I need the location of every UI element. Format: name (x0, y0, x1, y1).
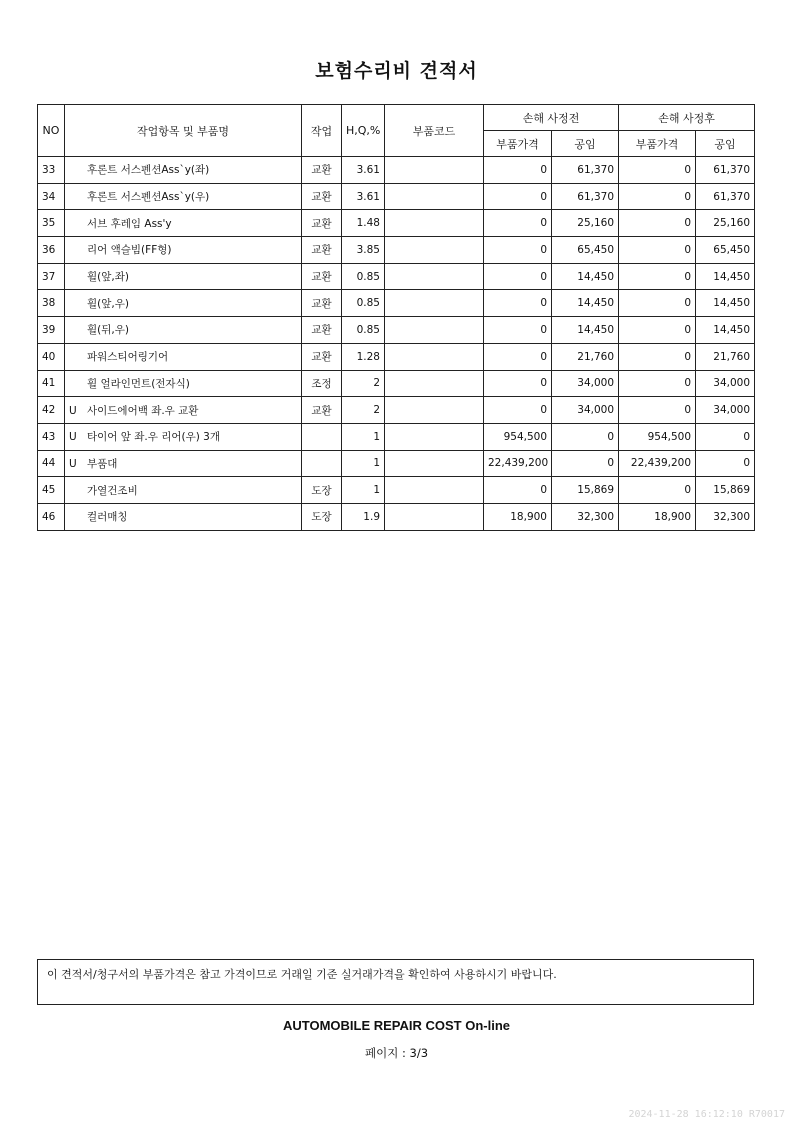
row-number-cell: 44 (38, 450, 65, 477)
part-code-cell (385, 370, 484, 397)
item-name-cell (65, 370, 302, 397)
part-code-cell (385, 183, 484, 210)
after-part-price-cell: 0 (619, 477, 696, 504)
estimate-table (37, 104, 755, 531)
before-labor-cell: 65,450 (552, 237, 619, 264)
before-part-price-cell: 0 (484, 210, 552, 237)
before-part-price-cell: 22,439,200 (484, 450, 552, 477)
row-number-cell: 35 (38, 210, 65, 237)
before-part-price-cell: 0 (484, 157, 552, 184)
table-row (38, 263, 755, 290)
item-name-cell (65, 263, 302, 290)
print-timestamp: 2024-11-28 16:12:10 R70017 (628, 1109, 785, 1120)
item-name-cell (65, 210, 302, 237)
item-name-text: 후론트 서스펜션Ass`y(좌) (87, 164, 210, 177)
table-row (38, 397, 755, 424)
before-labor-cell: 32,300 (552, 503, 619, 530)
after-labor-cell: 0 (696, 423, 755, 450)
item-name-text: 부품대 (87, 457, 118, 470)
before-part-price-cell: 0 (484, 237, 552, 264)
hq-value-cell: 1 (342, 450, 385, 477)
before-labor-cell: 25,160 (552, 210, 619, 237)
after-part-price-cell: 0 (619, 317, 696, 344)
row-number-cell: 37 (38, 263, 65, 290)
after-part-price-cell: 0 (619, 343, 696, 370)
header-before-adjustment: 손해 사정전 (484, 105, 619, 131)
before-labor-cell: 14,450 (552, 290, 619, 317)
hq-value-cell: 1.48 (342, 210, 385, 237)
price-notice: 이 견적서/청구서의 부품가격은 참고 가격이므로 거래일 기준 실거래가격을 확인하여 사용하시기 바랍니다. (37, 959, 754, 1005)
item-name-text: 휠(뒤,우) (87, 324, 129, 337)
page-number: 페이지 : 3/3 (364, 1046, 429, 1060)
hq-value-cell: 3.61 (342, 183, 385, 210)
item-name-cell (65, 423, 302, 450)
before-labor-cell: 0 (552, 450, 619, 477)
before-part-price-cell: 0 (484, 183, 552, 210)
table-row (38, 423, 755, 450)
before-labor-cell: 61,370 (552, 183, 619, 210)
table-body (38, 157, 755, 531)
item-name-cell (65, 343, 302, 370)
part-code-cell (385, 317, 484, 344)
part-code-cell (385, 450, 484, 477)
table-row (38, 370, 755, 397)
row-number-cell: 33 (38, 157, 65, 184)
item-name-text: 서브 후레임 Ass'y (87, 217, 172, 230)
before-labor-cell: 15,869 (552, 477, 619, 504)
hq-value-cell: 2 (342, 370, 385, 397)
before-labor-cell: 21,760 (552, 343, 619, 370)
work-type-cell: 교환 (302, 237, 342, 264)
hq-value-cell: 0.85 (342, 263, 385, 290)
before-part-price-cell: 0 (484, 317, 552, 344)
hq-value-cell: 3.61 (342, 157, 385, 184)
after-part-price-cell: 0 (619, 157, 696, 184)
item-name-text: 컬러매칭 (87, 511, 128, 524)
part-code-cell (385, 263, 484, 290)
header-after-adjustment: 손해 사정후 (619, 105, 755, 131)
item-name-text: 가열건조비 (87, 484, 138, 497)
after-part-price-cell: 0 (619, 183, 696, 210)
after-part-price-cell: 0 (619, 237, 696, 264)
item-name-cell (65, 183, 302, 210)
part-code-cell (385, 503, 484, 530)
before-part-price-cell: 954,500 (484, 423, 552, 450)
before-labor-cell: 14,450 (552, 317, 619, 344)
after-labor-cell: 34,000 (696, 397, 755, 424)
row-number-cell: 41 (38, 370, 65, 397)
header-hq: H,Q,% (342, 105, 385, 157)
item-name-cell (65, 157, 302, 184)
after-part-price-cell: 0 (619, 290, 696, 317)
item-name-cell (65, 290, 302, 317)
table-row (38, 503, 755, 530)
before-labor-cell: 34,000 (552, 397, 619, 424)
user-item-flag: U (69, 404, 77, 417)
part-code-cell (385, 290, 484, 317)
work-type-cell (302, 423, 342, 450)
item-name-text: 파워스티어링기어 (87, 351, 169, 364)
work-type-cell: 도장 (302, 477, 342, 504)
after-labor-cell: 25,160 (696, 210, 755, 237)
work-type-cell: 교환 (302, 263, 342, 290)
part-code-cell (385, 237, 484, 264)
before-part-price-cell: 0 (484, 263, 552, 290)
work-type-cell: 도장 (302, 503, 342, 530)
item-name-text: 휠(앞,좌) (87, 271, 129, 284)
item-name-cell (65, 317, 302, 344)
table-row (38, 210, 755, 237)
work-type-cell: 교환 (302, 183, 342, 210)
before-part-price-cell: 0 (484, 397, 552, 424)
header-after-part-price: 부품가격 (619, 131, 696, 157)
user-item-flag: U (69, 457, 77, 470)
before-part-price-cell: 18,900 (484, 503, 552, 530)
item-name-cell (65, 397, 302, 424)
item-name-text: 휠(앞,우) (87, 297, 129, 310)
table-row (38, 477, 755, 504)
before-labor-cell: 14,450 (552, 263, 619, 290)
hq-value-cell: 3.85 (342, 237, 385, 264)
part-code-cell (385, 343, 484, 370)
before-part-price-cell: 0 (484, 290, 552, 317)
table-header (38, 105, 755, 157)
row-number-cell: 38 (38, 290, 65, 317)
item-name-text: 사이드에어백 좌.우 교환 (87, 404, 199, 417)
row-number-cell: 43 (38, 423, 65, 450)
work-type-cell: 교환 (302, 290, 342, 317)
header-before-part-price: 부품가격 (484, 131, 552, 157)
after-labor-cell: 34,000 (696, 370, 755, 397)
after-labor-cell: 61,370 (696, 157, 755, 184)
row-number-cell: 45 (38, 477, 65, 504)
before-labor-cell: 61,370 (552, 157, 619, 184)
before-part-price-cell: 0 (484, 343, 552, 370)
after-labor-cell: 32,300 (696, 503, 755, 530)
after-labor-cell: 14,450 (696, 317, 755, 344)
item-name-cell (65, 477, 302, 504)
header-after-labor: 공임 (696, 131, 755, 157)
row-number-cell: 34 (38, 183, 65, 210)
after-part-price-cell: 954,500 (619, 423, 696, 450)
work-type-cell (302, 450, 342, 477)
item-name-text: 휠 얼라인먼트(전자식) (87, 377, 190, 390)
row-number-cell: 40 (38, 343, 65, 370)
document-title: 보험수리비 견적서 (315, 60, 478, 82)
part-code-cell (385, 423, 484, 450)
before-part-price-cell: 0 (484, 477, 552, 504)
table-row (38, 157, 755, 184)
brand-footer: AUTOMOBILE REPAIR COST On-line (282, 1018, 511, 1033)
header-before-labor: 공임 (552, 131, 619, 157)
table-row (38, 450, 755, 477)
after-labor-cell: 14,450 (696, 290, 755, 317)
header-item: 작업항목 및 부품명 (65, 105, 302, 157)
work-type-cell: 교환 (302, 397, 342, 424)
part-code-cell (385, 157, 484, 184)
after-labor-cell: 61,370 (696, 183, 755, 210)
row-number-cell: 46 (38, 503, 65, 530)
hq-value-cell: 1 (342, 477, 385, 504)
part-code-cell (385, 477, 484, 504)
after-part-price-cell: 0 (619, 397, 696, 424)
work-type-cell: 조정 (302, 370, 342, 397)
after-labor-cell: 65,450 (696, 237, 755, 264)
hq-value-cell: 0.85 (342, 317, 385, 344)
hq-value-cell: 1.9 (342, 503, 385, 530)
item-name-text: 타이어 앞 좌.우 리어(우) 3개 (87, 431, 220, 444)
hq-value-cell: 2 (342, 397, 385, 424)
part-code-cell (385, 397, 484, 424)
table-row (38, 290, 755, 317)
hq-value-cell: 1 (342, 423, 385, 450)
row-number-cell: 42 (38, 397, 65, 424)
item-name-cell (65, 503, 302, 530)
table-row (38, 343, 755, 370)
item-name-cell (65, 450, 302, 477)
row-number-cell: 36 (38, 237, 65, 264)
after-part-price-cell: 22,439,200 (619, 450, 696, 477)
item-name-cell (65, 237, 302, 264)
table-row (38, 183, 755, 210)
header-code: 부품코드 (385, 105, 484, 157)
work-type-cell: 교환 (302, 343, 342, 370)
after-labor-cell: 21,760 (696, 343, 755, 370)
after-part-price-cell: 0 (619, 263, 696, 290)
before-labor-cell: 34,000 (552, 370, 619, 397)
header-work: 작업 (302, 105, 342, 157)
user-item-flag: U (69, 431, 77, 444)
work-type-cell: 교환 (302, 317, 342, 344)
before-labor-cell: 0 (552, 423, 619, 450)
work-type-cell: 교환 (302, 157, 342, 184)
after-labor-cell: 15,869 (696, 477, 755, 504)
table-row (38, 237, 755, 264)
table-row (38, 317, 755, 344)
after-part-price-cell: 0 (619, 210, 696, 237)
before-part-price-cell: 0 (484, 370, 552, 397)
after-labor-cell: 0 (696, 450, 755, 477)
item-name-text: 후론트 서스펜션Ass`y(우) (87, 191, 210, 204)
item-name-text: 리어 액슬빔(FF형) (87, 244, 172, 257)
after-part-price-cell: 0 (619, 370, 696, 397)
row-number-cell: 39 (38, 317, 65, 344)
hq-value-cell: 0.85 (342, 290, 385, 317)
hq-value-cell: 1.28 (342, 343, 385, 370)
after-part-price-cell: 18,900 (619, 503, 696, 530)
part-code-cell (385, 210, 484, 237)
after-labor-cell: 14,450 (696, 263, 755, 290)
work-type-cell: 교환 (302, 210, 342, 237)
header-no: NO (38, 105, 65, 157)
